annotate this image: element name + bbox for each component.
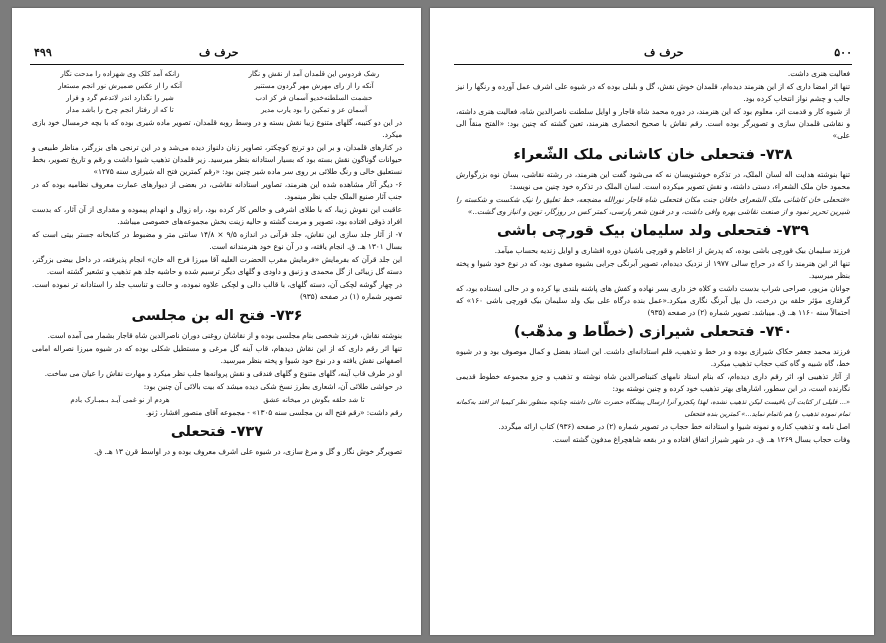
paragraph: اصل نامه و تذهیب کناره و نمونه شیوا و استادانه خط حجاب در تصویر شماره (۲) در صفحه (۹۳۶) کتاب ارائه میگردد. xyxy=(498,422,850,431)
entry-heading-739: ۷۳۹- فتحعلی ولد سلیمان بیک قورچی باشی xyxy=(496,223,810,239)
paragraph: فعالیت هنری داشت. xyxy=(787,69,850,78)
left-header-rule xyxy=(30,64,404,65)
signature-line: رقم داشت: «رقم فتح اله بن مجلسی سنه ۱۳۰۵» - مجموعه آقای منصور افشار، ژنو. xyxy=(145,408,402,417)
left-page-body xyxy=(32,68,402,459)
left-page xyxy=(12,8,421,635)
paragraph: فرزند سلیمان بیک قورچی باشی بوده، که پدرش از اعاظم و قورچی باشیان دوره افشاری و اوایل زندیه بحساب میآمد. xyxy=(494,246,850,255)
couplet-line: تا شد حلقه بگوش در میخانه عشق xyxy=(263,395,365,404)
entry-heading-736: ۷۳۶- فتح اله بن مجلسی xyxy=(131,308,303,324)
right-page xyxy=(430,8,874,635)
right-header-rule xyxy=(454,64,852,65)
paragraph: از آثار تذهیبی او، اثر رقم داری دیده‌ام، که بنام استاد نامهای کتبناصرالدین شاه نوشته و تذهیب و جزو مجموعه خطوط قدیمی نگارنده است، در این سطور، اشارهای بهتر تذهیب خود کرده و چنین نوشته بود: xyxy=(456,372,850,393)
poem-line: آنکه را از عکس ضمیرش نور انجم مستعار xyxy=(58,81,182,90)
poem-line: آنکه را از رای مهرش مهر گردون مستنیر xyxy=(254,81,374,90)
paragraph: ۶- دیگر آثار مشاهده شده این هنرمند، تصاویر استادانه نقاشی، در بعضی از دیوارهای عمارت معروف نظامیه بوده که در جنب آثار صنیع الملک جلب نظر مینمود. xyxy=(32,180,402,201)
paragraph: فرزند محمد جعفر حکاک شیرازی بوده و در خط و تذهیب، قلم استادانه‌ای داشت. این استاد بفضل و کمال موصوف بود و در شیوه خط، گاه شبیه و گاه کتب حجاب تذهیب میکرد. xyxy=(456,347,850,368)
poem-line: شیر را نگذارد اندر لاتدعم گرد و فرار xyxy=(66,93,174,102)
paragraph: تصویرگر خوش نگار و گل و مرغ سازی، در شیوه علی اشرف معروف بوده و در اواسط قرن ۱۳ هـ. ق. xyxy=(94,447,402,456)
poem-line: تا که از رفتار انجم چرخ را باشد مدار xyxy=(66,105,174,114)
paragraph: تنها اثر این هنرمند را که در حراج سالی ۱۹۷۷ از نزدیک دیده‌ام، تصویر آبرنگی جرابی بشیوه صفوی بود، که در نوع خود شیوا و پخته بنظر میرسید. xyxy=(456,259,850,280)
paragraph: ۷- از آثار جلد سازی این نقاش، جلد قرآنی در اندازه ۹/۵ × ۱۴/۸ سانتی متر و مضبوط در کتابخانه جستر بیتی است که بسال ۱۳۰۱ هـ. ق. انجام یافته، و در آن نوع خود هنرمندانه است. xyxy=(32,230,402,251)
quotation: «فتحعلی خان کاشانی ملک الشعرای خاقان جنت مکان فتحعلی شاه قاجار نورالله مضجعه، خط تعلیق را نیک شکست و شکسته را شیرین تحریر نمود و از صنعت نقاشی بهره وافی داشت، و در فنون شعر پارسی، کمتر کس در روزگار، توین و انباز وی گشت..» xyxy=(456,195,850,216)
left-page-header xyxy=(34,46,402,62)
paragraph: در حواشی طلائی آن، اشعاری بطرز نسخ شکی دیده میشد که بیت بالائی آن چنین بود: xyxy=(143,382,402,391)
paragraph: بنوشته نقاش، فرزند شخصی بنام مجلسی بوده و از نقاشان روغنی دوران ناصرالدین شاه قاجار بشمار می آمده است. xyxy=(47,331,402,340)
right-page-body xyxy=(456,68,850,447)
poem-line: آسمان عز و تمکین را بود یارب مدیر xyxy=(260,105,368,114)
paragraph: جوانان مزیور، صراحی شراب بدست داشت و کلاه خز داری بسر نهاده و کفش های پاشنه بلندی بپا کرده و در حالی ایستاده بود، که گرفتاری مؤثر حلقه بن درخت، دل بپل آبرنگ نگاری میکرد.«عمل بنده درگاه علی بیک ولد سلیمان بیک قورچی باشی ۱۶۰» که احتمالاً سنه ۱۱۶۰ هـ. ق. میباشد. تصویر شماره (۲) در صفحه (۹۳۵) xyxy=(456,284,851,317)
paragraph: او در طرف قاب آینه، گلهای متنوع و گلهای فندقی و نقش پروانه‌ها جلب نظر میکرد و مهارت نقاش را عیان می ساخت. xyxy=(44,369,402,378)
left-running-title: حرف ف xyxy=(199,46,239,59)
entry-heading-737: ۷۳۷- فتحعلی xyxy=(170,424,264,440)
right-page-header xyxy=(454,46,852,62)
right-running-title: حرف ف xyxy=(644,46,684,59)
paragraph: از شیوه کار و قدمت اثر، معلوم بود که این هنرمند، در دوره محمد شاه قاجار و اوایل سلطنت ناصرالدین شاه، فعالیت هنری داشته، و نقاشی قلمدان سازی و تصویرگر بوده است. رقم نقاش با صحیح انحصاری هنرمند، تعین گشته که چنین بود: «الفتح منقاً الی علی» xyxy=(456,107,850,140)
paragraph: تنها اثر امضا داری که از این هنرمند دیده‌ام، قلمدان خوش نقش، گل و بلبلی بوده که در شیوه علی اشرف عمل آورده و رنگها را نیز جالب و چشم نواز انتخاب کرده بود. xyxy=(456,82,850,103)
paragraph: تنها بنوشته هدایت اله لسان الملک، در تذکره خوشنویسان نه که می‌شود گفت این هنرمند، در رشته نقاشی، بسان نوه بزرگوارش محمود خان ملک الشعراء، دستی داشته، و نقش تصویر میکرده است. لسان الملک در تذکره خود چنین می نویسد: xyxy=(456,170,850,191)
paragraph: در چهار گوشه لچکی آن، دسته گلهای، با قالب دالی و لچکی علاوه نموده، و حالت و تناسب جلد را استادانه تر نموده است. تصویر شماره (۱) در صفحه (۹۳۵) xyxy=(32,280,402,301)
poem-line: حشمت السلطنه‌خدیو آسمان فر کز ادب xyxy=(255,93,373,102)
right-page-number: ۵۰۰ xyxy=(834,46,852,59)
paragraph: در کنارهای قلمدان، و بر این دو ترنج کوچکتر، تصاویر زنان دلنواز دیده می‌شد و در این ترنجی های بزرگتر، مناظر طبیعی و حیوانات گوناگون نقش بسته بود که بسیار استادانه بنظر میرسید. زیر قلمدان تذهیب شیوا داشت و رقم و تاریخ تصویر، بخط نستعلیق خالی و رنگ طلائی بر روی سر ماده شیر چنین بود: «رقم کمترین فتح اله شیرازی سنه ۱۲۷۵» xyxy=(32,143,402,176)
opening-poem xyxy=(32,68,402,116)
entry-heading-738: ۷۳۸- فتحعلی خان کاشانی ملک الشّعراء xyxy=(513,147,793,163)
paragraph: تنها اثر رقم داری که از این نقاش دیدهام، قاب آینه گل مرغی و مستطیل شکلی بوده که در شیوه میرزا نصراله امامی اصفهانی نقش یافته و در نوع خود شیوا و پخته بنظر میرسید. xyxy=(32,344,402,365)
paragraph: این جلد قرآن که بفرمایش «فرمایش مقرب الحضرت العلیه آقا میرزا فرج اله خان» انجام پذیرفته، در داخل بیضی بزرگتر، دسته گل زیبائی از گل محمدی و زنبق و داودی و گلهای دیگر ترسیم شده و حاشیه جلد هم تذهیب و تشعیر گشته است. xyxy=(32,255,402,276)
paragraph: در این دو کتیبه، گلهای متنوع زیبا نقش بسته و در وسط روبه قلمدان، تصویر ماده شیری بوده که با بچه خرمسال خود بازی میکرد. xyxy=(32,118,402,139)
poem-line: زانکه آمد کلک وی شهزاده را مدحت نگار xyxy=(60,69,180,78)
entry-heading-740: ۷۴۰- فتحعلی شیرازی (خطّاط و مذهّب) xyxy=(513,324,793,340)
couplet xyxy=(32,394,402,406)
paragraph: وفات حجاب بسال ۱۲۶۹ هـ. ق. در شهر شیراز اتفاق افتاده و در بقعه شاهچراغ مدفون گشته است. xyxy=(552,435,850,444)
left-page-number: ۴۹۹ xyxy=(34,46,52,59)
paragraph: عاقبت این نقوش زیبا، که با طلای اشرفی و خالص کار کرده بود، راه زوال و انهدام پیموده و مقداری از آن آثار، که بدست افراد ذوقی افتاده بود، تصویر و مرمت گشته و حالیه زینت بخش مجموعه‌های خصوصی میباشد. xyxy=(32,205,402,226)
poem-line: رشک فردوس این قلمدان آمد از نقش و نگار xyxy=(248,69,380,78)
quotation: «... قلیلی از کتابت آن باقیست لیکن تذهیب نشده، لهذا پکجزو آنرا ارسال پیشگاه حضرت عالی داشته چنانچه منظور نظر کیمیا اثر افتد به‌کمانه تمام نموده تذهیب را هم ناتمام نماید...» کمترین بنده فتحعلی xyxy=(456,398,850,418)
couplet-line: هردم از نو غمی آیـد بـمبـارک بادم xyxy=(70,395,170,404)
